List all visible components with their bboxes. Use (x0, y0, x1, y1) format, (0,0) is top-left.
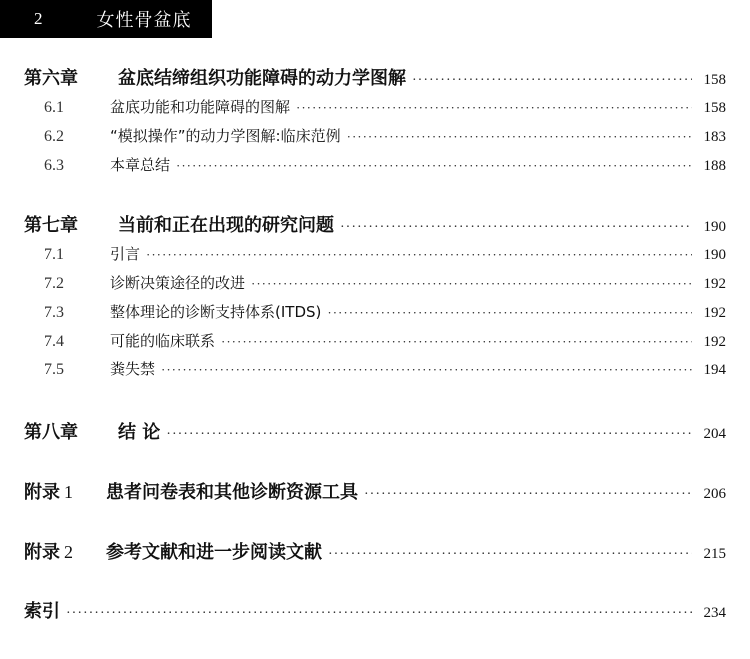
toc-section-7-1[interactable] (24, 243, 726, 264)
chapter-title: 当前和正在出现的研究问题 (118, 215, 334, 236)
toc-appendix-2[interactable] (24, 538, 726, 564)
section-title: 引言 (110, 245, 141, 263)
dot-leader (327, 305, 692, 321)
section-title: 可能的临床联系 (110, 332, 216, 350)
appendix-num: 1 (64, 482, 73, 502)
appendix-label (24, 538, 322, 564)
page-number: 206 (703, 486, 726, 502)
section-label (24, 154, 170, 175)
page-number: 183 (703, 129, 726, 145)
appendix-num: 2 (64, 542, 73, 562)
chapter-label (24, 64, 406, 90)
dot-leader (296, 100, 692, 116)
dot-leader (166, 427, 692, 443)
section-number: 7.4 (44, 333, 64, 350)
dot-leader (146, 247, 692, 263)
section-title: 整体理论的诊断支持体系(ITDS) (110, 303, 322, 321)
toc-chapter-7[interactable] (24, 211, 726, 237)
header-book-title: 女性骨盆底 (96, 10, 192, 31)
section-title: “模拟操作”的动力学图解:临床范例 (110, 127, 341, 145)
page-number: 190 (703, 219, 726, 235)
section-label (24, 358, 155, 379)
page-number: 190 (703, 247, 726, 263)
page-number: 158 (703, 72, 726, 88)
dot-leader (347, 129, 692, 145)
section-title: 诊断决策途径的改进 (110, 274, 246, 292)
chapter-label (24, 211, 334, 237)
dot-leader (221, 334, 692, 350)
dot-leader (364, 487, 692, 503)
index-label: 索引 (24, 601, 60, 622)
chapter-label (24, 418, 160, 444)
toc-section-7-2[interactable] (24, 272, 726, 293)
section-number: 6.1 (44, 99, 64, 116)
toc-appendix-1[interactable] (24, 478, 726, 504)
dot-leader (412, 73, 692, 89)
dot-leader (66, 606, 692, 622)
section-number: 7.3 (44, 304, 64, 321)
toc-section-6-1[interactable] (24, 96, 726, 117)
appendix-title: 参考文献和进一步阅读文献 (106, 542, 322, 563)
section-title: 粪失禁 (110, 360, 156, 378)
section-title: 盆底功能和功能障碍的图解 (110, 98, 291, 116)
chapter-number: 第八章 (24, 422, 78, 443)
toc-chapter-6[interactable] (24, 64, 726, 90)
section-label (24, 125, 341, 146)
chapter-number: 第七章 (24, 215, 78, 236)
appendix-number (24, 538, 106, 564)
dot-leader (176, 158, 692, 174)
dot-leader (340, 220, 692, 236)
section-number: 6.2 (44, 128, 64, 145)
dot-leader (328, 547, 692, 563)
page-number: 192 (703, 276, 726, 292)
appendix-prefix: 附录 (24, 542, 60, 563)
chapter-title: 结 论 (118, 422, 161, 443)
dot-leader (251, 276, 692, 292)
page-number: 188 (703, 158, 726, 174)
chapter-title: 盆底结缔组织功能障碍的动力学图解 (118, 68, 406, 89)
appendix-title: 患者问卷表和其他诊断资源工具 (106, 482, 358, 503)
page-number: 158 (703, 100, 726, 116)
section-label (24, 272, 245, 293)
header-page-number: 2 (34, 9, 43, 28)
page-number: 192 (703, 334, 726, 350)
chapter-number: 第六章 (24, 68, 78, 89)
page-number: 234 (703, 605, 726, 621)
page-number: 194 (703, 362, 726, 378)
page-number: 215 (703, 546, 726, 562)
toc-section-6-3[interactable] (24, 154, 726, 175)
appendix-prefix: 附录 (24, 482, 60, 503)
section-number: 7.1 (44, 246, 64, 263)
section-label (24, 330, 215, 351)
toc-chapter-8[interactable] (24, 418, 726, 444)
section-number: 7.2 (44, 275, 64, 292)
toc-index[interactable] (24, 597, 726, 623)
page-number: 192 (703, 305, 726, 321)
toc-section-6-2[interactable] (24, 125, 726, 146)
section-label (24, 96, 290, 117)
section-title: 本章总结 (110, 156, 171, 174)
section-label (24, 243, 140, 264)
section-number: 7.5 (44, 361, 64, 378)
section-label (24, 301, 321, 322)
toc-section-7-5[interactable] (24, 358, 726, 379)
appendix-number (24, 478, 106, 504)
toc-section-7-4[interactable] (24, 330, 726, 351)
page-number: 204 (703, 426, 726, 442)
appendix-label (24, 478, 358, 504)
toc-section-7-3[interactable] (24, 301, 726, 322)
dot-leader (161, 362, 692, 378)
section-number: 6.3 (44, 157, 64, 174)
